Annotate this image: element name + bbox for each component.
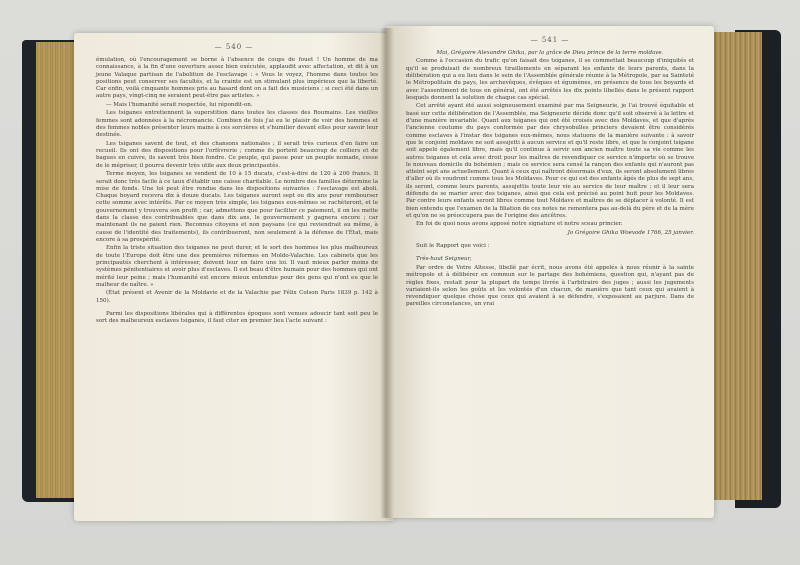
book-gutter <box>380 28 394 518</box>
left-paragraph: Les tsiganes savent de tout, et des chansons nationales ; il serait très curieux d'en faire un recueil. Ils ont des dispositions pour l'orfèvrerie ; comme ils portent beaucoup de colliers et de bagues en cuivre, ils savent très bien fondre. Ce peuple, qui passe pour un peuple nomade, cesse de le mépriser, il pourra devenir très utile aux deux principautés. <box>96 140 378 169</box>
left-page <box>74 33 394 521</box>
left-paragraph: Enfin la triste situation des tsiganes ne peut durer, et le sort des hommes les plus malheureux de toute l'Europe doit être une des premières réformes en Moldo-Valachie. Les cabinets que les principautés cherchent à intéresser, doivent leur en faire une loi. Il vaut mieux parler moins de systèmes pénitentiaires et avoir plus d'esclaves. Il est beau d'être humain pour des hommes qui ont mérité leur peine ; mais l'humanité est encore mieux entendue pour des gens qui n'ont eu que le malheur de naître. » <box>96 245 378 288</box>
left-paragraph: Terme moyen, les tsiganes se vendent de 10 à 15 ducats, c'est-à-dire de 120 à 200 francs. Il serait donc très facile à ce taux d'établir une caisse charitable. Le nombre des familles détermine la mise de fonds. Une loi peut être rendue dans les dispositions suivantes : l'esclavage est aboli. Chaque boyard recevra dix à douze ducats. Les tsiganes auront sept ou dix ans pour rembourser cette somme avec intérêts. Par ce moyen très simple, les tsiganes eux-mêmes se rachèteront, et le gouvernement y trouvera son profit ; car, admettons que pour faciliter ce paiement, il on les mette dans la classe des contribuables que dans dix ans, le gouvernement y gagnera encore ; car maintenant ils ne paient rien. Reconnus citoyens et non paysans (ce qui reviendrait au même, à cause de l'identité des traitements), ils contribueront, non seulement à la défense de l'État, mais encore à sa prospérité. <box>96 171 379 243</box>
right-page <box>386 26 714 518</box>
right-paragraph: Comme à l'occasion du trafic qu'on faisait des tsiganes, il se commettait beaucoup d'iniquités et qu'il se produisait de nombreux tiraillements en séparant les enfants de leurs parents, dans la délibération qui a eu lieu dans le sein de l'Assemblée générale réunie à la Métropole, par sa Sainteté le Métropolitain du pays, les archevêques, évêques et égumènes, en présence de tous les boyards et avec l'assentiment de tous en général, ont été arrêtés les dix points libellés dans le présent rapport lesquels donnent la solution de chaque cas spécial. <box>406 58 694 101</box>
right-paragraph: Très-haut Seigneur, <box>416 256 472 263</box>
right-paragraph: En foi de quoi nous avons apposé notre signature et notre sceau princier. <box>416 221 623 228</box>
left-paragraph: émulation, où l'encouragement se borne à l'absence de coups de fouet ! Un homme de ma connaissance, à la fin d'une ouverture assez bien exécutée, applaudit avec affectation, et dit à un jeune Valaque partisan de l'abolition de l'esclavage : « Vous le voyez, l'homme dans toutes les positions peut conserver ses facultés, et la crainte est un stimulant plus impérieux que la liberté. Car enfin, voilà cinquante hommes pris au hasard dont on a fait des musiciens ; si ceci été dans un autre pays, vingt-cinq ne seraient peut-être pas artistes. » <box>96 57 378 100</box>
right-paragraph: Moi, Grégoire Alexandre Ghika, par la grâce de Dieu prince de la terre moldave. <box>436 50 664 56</box>
right-paragraph: Cet arrêté ayant été aussi soigneusement examiné par ma Seigneurie, je l'ai trouvé équitable et basé sur cette délibération de l'Assemblée, ma Seigneurie décide donc qu'il soit observé à la lettre et d'une manière invariable. Quant aux tsiganes qui ont été croisés avec des Moldaves, et que d'après l'ancienne coutume du pays conformée par des chrysobulles princiers devaient être considérés comme esclaves à l'instar des tsiganes eux-mêmes, nous statuons de la manière suivante : à savoir que le conjoint moldave ne soit assujetti à aucun service et qu'il reste libre, et que le conjoint tsigane soit appelé également libre, mais qu'il continue à servir son ancien maître toute sa vie comme les autres tsiganes et cela avec droit pour les maîtres de revendiquer ce service n'importe où se trouve le nouveau domicile du bohémien ; mais ce service sera censé la rançon des enfants qui n'auront pas atteint sept ans actuellement. Quant à ceux qui naîtront désormais d'eux, ils seront absolument libres d'aller où ils voudront comme tous les Moldaves. Pour ce qui est des enfants âgés de plus de sept ans, ils seront, comme leurs parents, assujettis toute leur vie au service de leur maître ; et il leur sera défendu de se marier avec des tsiganes, ainsi que cela est précisé au point huit pour les Moldaves. Par contre leurs enfants seront libres comme tout Moldave et maîtres de se déplacer à volonté. Il est bien entendu que l'examen de la filiation de ces notes ne remontera pas au-delà du père et de la mère et qu'on ne se préoccupera pas de l'origine des ancêtres. <box>406 103 694 219</box>
right-paragraph: Par ordre de Votre Altesse, libellé par écrit, nous avons été appelés à nous réunir à la sainte métropole et à délibérer en commun sur le partage des bohémiens, question qui, n'ayant pas de règles fixes, restait pour la plupart du temps livrée à l'arbitraire des juges ; aussi les jugements variaient-ils selon les goûts et les volontés d'un chacun, de manière que tant ceux qui avaient à revendiquer quelque chose que ceux qui avaient à se défendre, s'exposaient au parjure. Dans de pareilles circonstances, un vrai <box>406 264 694 308</box>
left-page-text <box>96 57 378 327</box>
right-paragraph: Jo Grégoire Ghika Woevode 1766, 25 janvier. <box>567 229 694 236</box>
left-paragraph: Parmi les dispositions libérales qui à différentes époques sont venues adoucir tant soit peu le sort des malheureux esclaves tsiganes, il faut citer en premier lieu l'acte suivant : <box>96 310 378 325</box>
right-paragraph: Suit le Rapport que voici : <box>416 243 490 250</box>
right-page-text <box>406 50 694 310</box>
page-number-left: — 540 — <box>214 43 254 51</box>
page-number-right: — 541 — <box>530 36 570 44</box>
left-paragraph: (État présent et Avenir de la Moldavie et de la Valachie par Félix Colson Paris 1839 p. 142 à 150). <box>96 290 378 304</box>
left-paragraph: — Mais l'humanité serait respectée, lui répondit-on. <box>106 101 253 108</box>
left-paragraph: Les tsiganes entretiennent la superstition dans toutes les classes des Roumains. Les vieilles femmes sont adonnées à la nécromancie. Combien de fois j'ai eu le plaisir de voir des hommes et des femmes nobles présenter leurs mains à ces sorcières et s'humilier devant elles pour savoir leur destinée. <box>96 110 378 139</box>
page-edges-right <box>712 32 762 500</box>
